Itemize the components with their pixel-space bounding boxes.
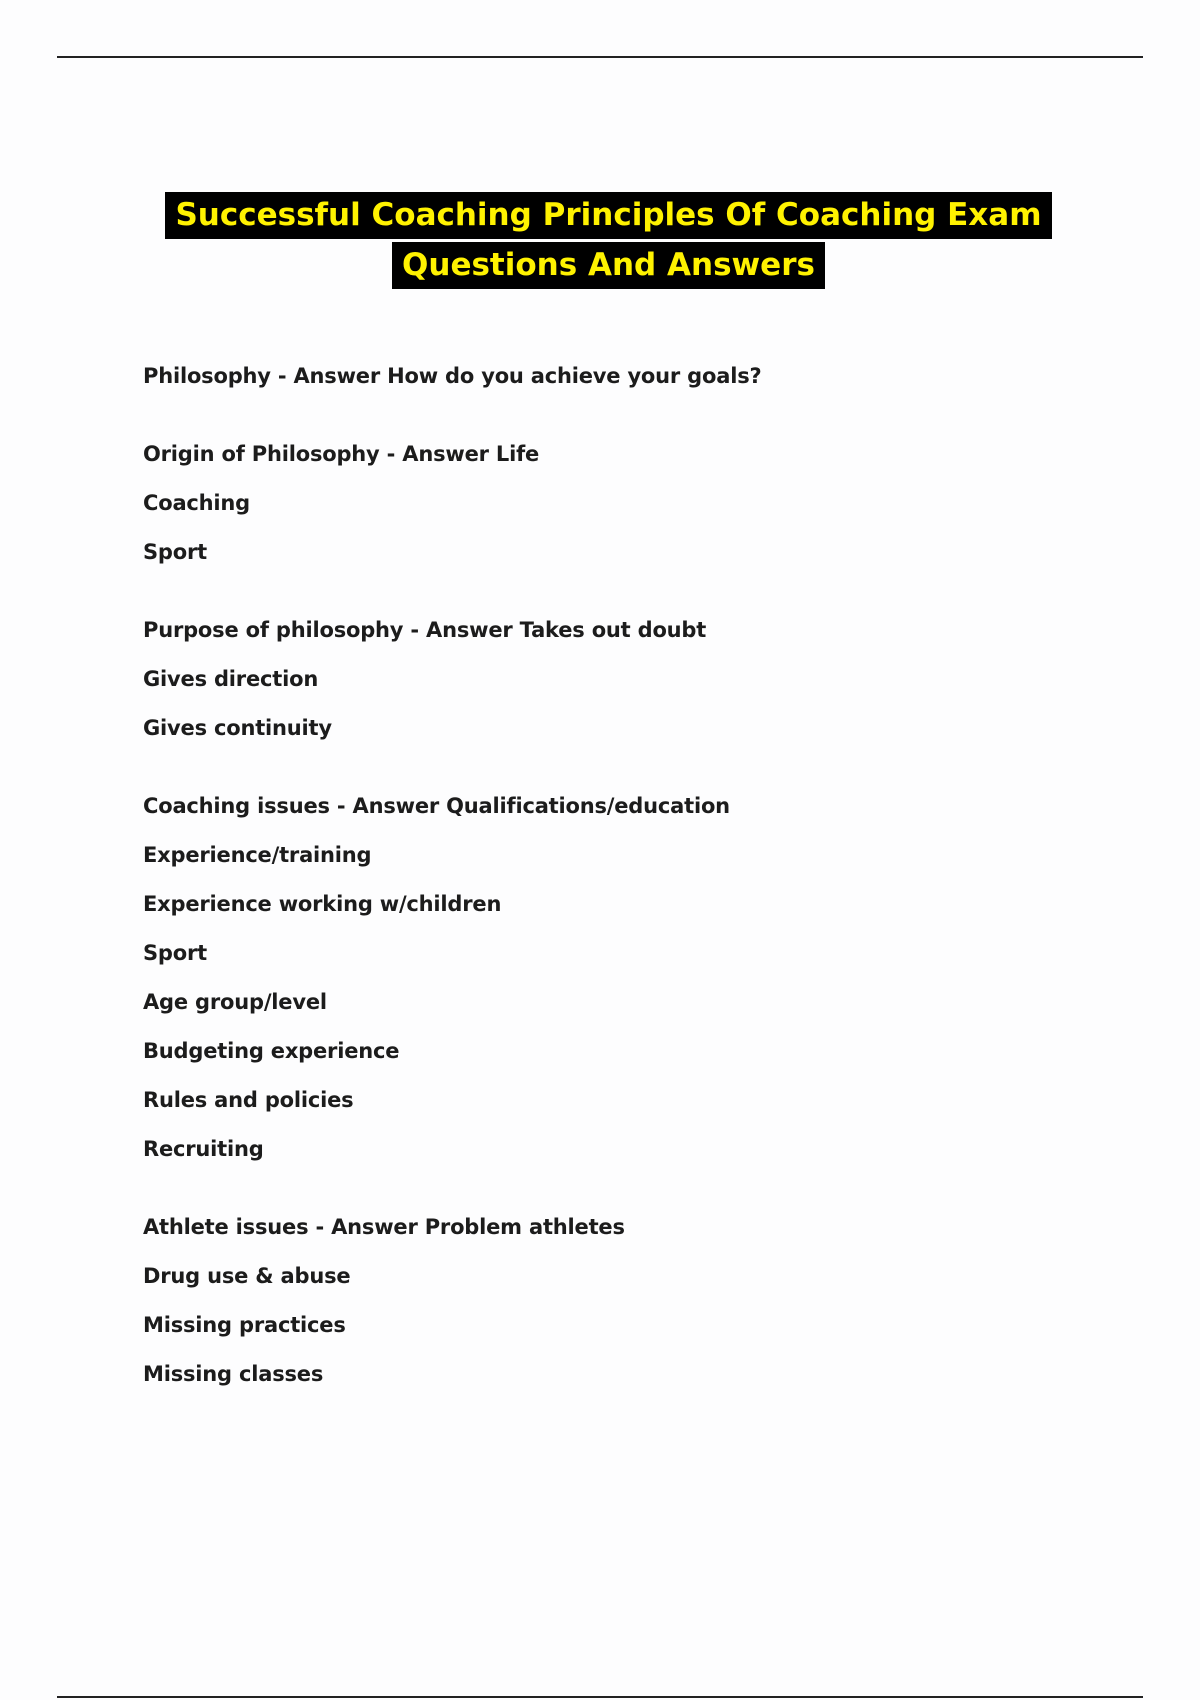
- qa-separator: - Answer: [329, 794, 447, 818]
- qa-question-line: [143, 1213, 1143, 1241]
- qa-answer-line: Missing practices: [143, 1313, 346, 1337]
- qa-answer: Life: [495, 442, 540, 466]
- qa-answer-line: Budgeting experience: [143, 1039, 400, 1063]
- qa-answer-line: Gives continuity: [143, 716, 332, 740]
- qa-answer-line: Experience/training: [143, 843, 372, 867]
- qa-entry: [143, 616, 1143, 742]
- title-line-1: Successful Coaching Principles Of Coaching Exam: [165, 192, 1051, 239]
- qa-entry: [143, 792, 1143, 1163]
- qa-answer: Problem athletes: [424, 1215, 625, 1239]
- qa-term: Athlete issues: [143, 1215, 309, 1239]
- qa-answer-line: Missing classes: [143, 1362, 324, 1386]
- qa-answer: Qualifications/education: [446, 794, 730, 818]
- qa-answer: Takes out doubt: [519, 618, 707, 642]
- top-rule: [57, 56, 1143, 58]
- qa-separator: - Answer: [270, 364, 388, 388]
- qa-answer-line: Gives direction: [143, 667, 319, 691]
- qa-answer-line: Sport: [143, 540, 207, 564]
- qa-answer-line: Age group/level: [143, 990, 327, 1014]
- qa-question-line: [143, 616, 1143, 644]
- qa-term: Philosophy: [143, 364, 271, 388]
- qa-entry: [143, 362, 1143, 390]
- qa-term: Purpose of philosophy: [143, 618, 404, 642]
- qa-entry: [143, 440, 1143, 566]
- bottom-rule: [57, 1696, 1143, 1698]
- qa-separator: - Answer: [379, 442, 496, 466]
- qa-answer-line: Coaching: [143, 491, 250, 515]
- qa-answer: How do you achieve your goals?: [387, 364, 762, 388]
- qa-term: Origin of Philosophy: [143, 442, 380, 466]
- qa-entry: [143, 1213, 1143, 1388]
- qa-answer-line: Recruiting: [143, 1137, 264, 1161]
- qa-question-line: [143, 362, 1143, 390]
- qa-question-line: [143, 440, 1143, 468]
- qa-answer-line: Sport: [143, 941, 207, 965]
- document-title: [0, 192, 1200, 289]
- qa-separator: - Answer: [308, 1215, 425, 1239]
- qa-question-line: [143, 792, 1143, 820]
- qa-term: Coaching issues: [143, 794, 330, 818]
- title-line-2: Questions And Answers: [392, 242, 825, 289]
- qa-list: [143, 362, 1143, 1438]
- qa-separator: - Answer: [403, 618, 520, 642]
- qa-answer-line: Experience working w/children: [143, 892, 502, 916]
- qa-answer-line: Rules and policies: [143, 1088, 354, 1112]
- qa-answer-line: Drug use & abuse: [143, 1264, 351, 1288]
